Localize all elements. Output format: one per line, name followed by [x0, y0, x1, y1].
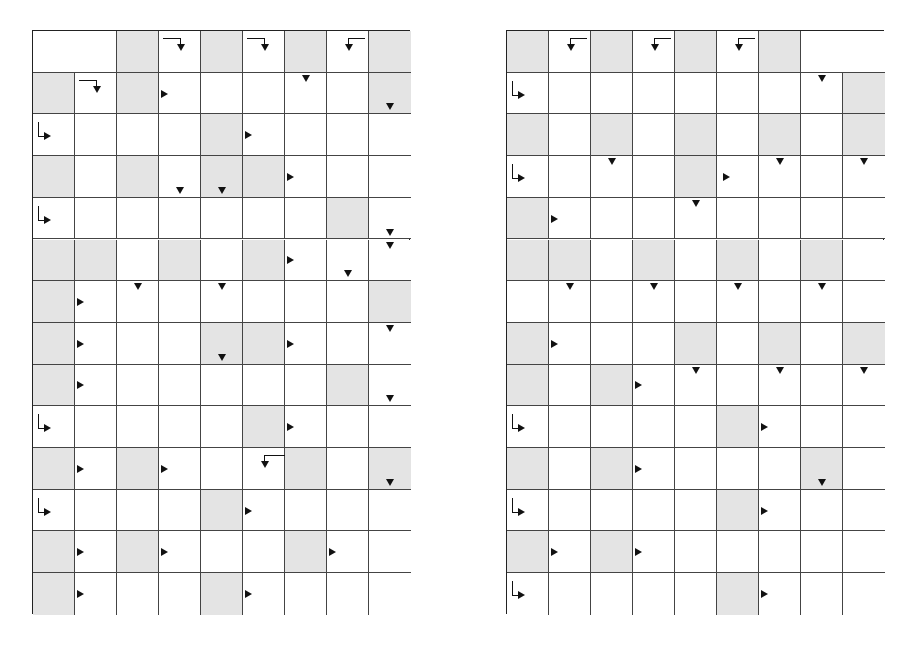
arrow-down-icon	[776, 158, 784, 165]
clue-cell	[33, 448, 75, 490]
arrow-right-icon	[44, 216, 51, 224]
page-number	[801, 31, 885, 73]
crossword-grid	[32, 30, 410, 614]
answer-cell[interactable]	[717, 198, 759, 240]
answer-cell[interactable]	[159, 198, 201, 240]
answer-cell[interactable]	[75, 114, 117, 156]
answer-cell[interactable]	[717, 531, 759, 573]
answer-cell[interactable]	[243, 198, 285, 240]
clue-cell	[759, 31, 801, 73]
clue-cell	[801, 240, 843, 282]
clue-cell	[159, 240, 201, 282]
arrow-right-icon	[77, 465, 84, 473]
crossword-grid	[506, 30, 884, 614]
arrow-down-icon	[134, 283, 142, 290]
clue-cell	[369, 281, 411, 323]
answer-cell[interactable]	[549, 448, 591, 490]
answer-cell[interactable]	[285, 198, 327, 240]
arrow-line-icon	[512, 581, 513, 596]
arrow-down-icon	[734, 283, 742, 290]
answer-cell[interactable]	[159, 114, 201, 156]
answer-cell[interactable]	[507, 156, 549, 198]
arrow-right-icon	[287, 423, 294, 431]
clue-cell	[843, 323, 885, 365]
arrow-down-icon	[651, 44, 659, 51]
answer-cell[interactable]	[159, 365, 201, 407]
arrow-right-icon	[77, 381, 84, 389]
answer-cell[interactable]	[327, 114, 369, 156]
answer-cell[interactable]	[843, 240, 885, 282]
answer-cell[interactable]	[75, 406, 117, 448]
clue-cell	[675, 114, 717, 156]
answer-cell[interactable]	[201, 365, 243, 407]
clue-cell	[33, 573, 75, 615]
clue-cell	[33, 156, 75, 198]
clue-cell	[33, 323, 75, 365]
arrow-right-icon	[77, 590, 84, 598]
arrow-right-icon	[245, 507, 252, 515]
clue-cell	[507, 198, 549, 240]
answer-cell[interactable]	[75, 198, 117, 240]
arrow-down-icon	[735, 44, 743, 51]
answer-cell[interactable]	[759, 281, 801, 323]
answer-cell[interactable]	[507, 573, 549, 615]
answer-cell[interactable]	[549, 406, 591, 448]
clue-cell	[507, 531, 549, 573]
arrow-right-icon	[635, 381, 642, 389]
arrow-right-icon	[761, 590, 768, 598]
arrow-down-icon	[566, 283, 574, 290]
answer-cell[interactable]	[33, 406, 75, 448]
arrow-down-icon	[345, 44, 353, 51]
answer-cell[interactable]	[327, 406, 369, 448]
arrow-right-icon	[551, 548, 558, 556]
answer-cell[interactable]	[33, 198, 75, 240]
arrow-right-icon	[723, 173, 730, 181]
answer-cell[interactable]	[591, 73, 633, 115]
arrow-right-icon	[77, 340, 84, 348]
answer-cell[interactable]	[507, 73, 549, 115]
answer-cell[interactable]	[117, 323, 159, 365]
answer-cell[interactable]	[591, 240, 633, 282]
answer-cell[interactable]	[327, 73, 369, 115]
clue-cell	[591, 31, 633, 73]
answer-cell[interactable]	[201, 240, 243, 282]
answer-cell[interactable]	[843, 490, 885, 532]
clue-cell	[201, 573, 243, 615]
clue-cell	[285, 448, 327, 490]
arrow-right-icon	[77, 298, 84, 306]
clue-cell	[243, 406, 285, 448]
clue-cell	[117, 448, 159, 490]
arrow-right-icon	[551, 340, 558, 348]
arrow-down-icon	[608, 158, 616, 165]
answer-cell[interactable]	[369, 490, 411, 532]
arrow-line-icon	[163, 38, 180, 39]
answer-cell[interactable]	[549, 490, 591, 532]
clue-cell	[717, 490, 759, 532]
answer-cell[interactable]	[591, 406, 633, 448]
clue-cell	[507, 114, 549, 156]
clue-cell	[591, 448, 633, 490]
arrow-down-icon	[860, 367, 868, 374]
answer-cell[interactable]	[117, 114, 159, 156]
answer-cell[interactable]	[507, 281, 549, 323]
answer-cell[interactable]	[507, 406, 549, 448]
answer-cell[interactable]	[717, 365, 759, 407]
answer-cell[interactable]	[843, 198, 885, 240]
answer-cell[interactable]	[843, 531, 885, 573]
answer-cell[interactable]	[117, 573, 159, 615]
clue-cell	[75, 240, 117, 282]
clue-cell	[33, 281, 75, 323]
arrow-down-icon	[386, 229, 394, 236]
arrow-down-icon	[261, 461, 269, 468]
clue-cell	[507, 365, 549, 407]
arrow-line-icon	[38, 414, 39, 429]
answer-cell[interactable]	[159, 406, 201, 448]
clue-cell	[285, 31, 327, 73]
answer-cell[interactable]	[285, 490, 327, 532]
answer-cell[interactable]	[327, 281, 369, 323]
clue-cell	[507, 31, 549, 73]
answer-cell[interactable]	[633, 114, 675, 156]
answer-cell[interactable]	[759, 531, 801, 573]
clue-cell	[717, 573, 759, 615]
arrow-right-icon	[635, 548, 642, 556]
arrow-line-icon	[512, 81, 513, 96]
page-number	[33, 31, 117, 73]
answer-cell[interactable]	[201, 73, 243, 115]
arrow-down-icon	[776, 367, 784, 374]
answer-cell[interactable]	[369, 156, 411, 198]
answer-cell[interactable]	[327, 448, 369, 490]
arrow-right-icon	[518, 174, 525, 182]
answer-cell[interactable]	[285, 281, 327, 323]
arrow-down-icon	[218, 354, 226, 361]
answer-cell[interactable]	[159, 573, 201, 615]
answer-cell[interactable]	[591, 198, 633, 240]
arrow-line-icon	[264, 455, 285, 456]
arrow-line-icon	[512, 164, 513, 179]
answer-cell[interactable]	[243, 73, 285, 115]
answer-cell[interactable]	[591, 281, 633, 323]
arrow-down-icon	[344, 270, 352, 277]
clue-cell	[327, 198, 369, 240]
clue-cell	[285, 531, 327, 573]
answer-cell[interactable]	[591, 573, 633, 615]
answer-cell[interactable]	[717, 448, 759, 490]
answer-cell[interactable]	[117, 198, 159, 240]
arrow-right-icon	[161, 465, 168, 473]
arrow-line-icon	[38, 122, 39, 137]
answer-cell[interactable]	[843, 406, 885, 448]
arrow-right-icon	[161, 90, 168, 98]
answer-cell[interactable]	[843, 281, 885, 323]
arrow-right-icon	[44, 424, 51, 432]
arrow-down-icon	[860, 158, 868, 165]
answer-cell[interactable]	[159, 281, 201, 323]
arrow-line-icon	[512, 498, 513, 513]
answer-cell[interactable]	[369, 531, 411, 573]
arrow-right-icon	[761, 423, 768, 431]
arrow-down-icon	[386, 103, 394, 110]
clue-cell	[591, 531, 633, 573]
arrow-right-icon	[635, 465, 642, 473]
arrow-down-icon	[386, 325, 394, 332]
answer-cell[interactable]	[75, 156, 117, 198]
answer-cell[interactable]	[633, 490, 675, 532]
clue-cell	[117, 531, 159, 573]
answer-cell[interactable]	[633, 73, 675, 115]
clue-cell	[327, 365, 369, 407]
answer-cell[interactable]	[201, 198, 243, 240]
answer-cell[interactable]	[801, 323, 843, 365]
clue-cell	[201, 490, 243, 532]
answer-cell[interactable]	[801, 490, 843, 532]
arrow-down-icon	[302, 75, 310, 82]
answer-cell[interactable]	[717, 114, 759, 156]
arrow-down-icon	[386, 395, 394, 402]
answer-cell[interactable]	[243, 531, 285, 573]
clue-cell	[843, 73, 885, 115]
answer-cell[interactable]	[843, 573, 885, 615]
arrow-right-icon	[518, 91, 525, 99]
answer-cell[interactable]	[759, 73, 801, 115]
answer-cell[interactable]	[633, 573, 675, 615]
clue-cell	[33, 73, 75, 115]
arrow-down-icon	[218, 283, 226, 290]
arrow-line-icon	[79, 80, 96, 81]
answer-cell[interactable]	[117, 490, 159, 532]
answer-cell[interactable]	[801, 573, 843, 615]
answer-cell[interactable]	[369, 114, 411, 156]
clue-cell	[507, 448, 549, 490]
arrow-right-icon	[761, 507, 768, 515]
answer-cell[interactable]	[675, 406, 717, 448]
arrow-down-icon	[818, 479, 826, 486]
answer-cell[interactable]	[801, 531, 843, 573]
arrow-down-icon	[176, 187, 184, 194]
answer-cell[interactable]	[369, 573, 411, 615]
arrow-right-icon	[77, 548, 84, 556]
clue-cell	[243, 156, 285, 198]
clue-cell	[117, 31, 159, 73]
arrow-right-icon	[551, 215, 558, 223]
clue-cell	[201, 31, 243, 73]
clue-cell	[243, 240, 285, 282]
answer-cell[interactable]	[201, 406, 243, 448]
arrow-line-icon	[654, 38, 671, 39]
answer-cell[interactable]	[507, 490, 549, 532]
arrow-down-icon	[93, 86, 101, 93]
clue-cell	[33, 531, 75, 573]
answer-cell[interactable]	[33, 490, 75, 532]
clue-cell	[759, 114, 801, 156]
answer-cell[interactable]	[633, 198, 675, 240]
answer-cell[interactable]	[243, 365, 285, 407]
arrow-line-icon	[247, 38, 264, 39]
answer-cell[interactable]	[759, 198, 801, 240]
arrow-line-icon	[38, 206, 39, 221]
arrow-down-icon	[650, 283, 658, 290]
clue-cell	[33, 240, 75, 282]
arrow-right-icon	[245, 590, 252, 598]
answer-cell[interactable]	[327, 573, 369, 615]
clue-cell	[759, 323, 801, 365]
answer-cell[interactable]	[633, 406, 675, 448]
answer-cell[interactable]	[549, 114, 591, 156]
answer-cell[interactable]	[675, 573, 717, 615]
answer-cell[interactable]	[327, 156, 369, 198]
arrow-line-icon	[570, 38, 587, 39]
clue-cell	[591, 365, 633, 407]
answer-cell[interactable]	[159, 490, 201, 532]
answer-cell[interactable]	[717, 73, 759, 115]
clue-cell	[33, 365, 75, 407]
clue-cell	[675, 156, 717, 198]
arrow-down-icon	[567, 44, 575, 51]
arrow-right-icon	[287, 173, 294, 181]
answer-cell[interactable]	[675, 240, 717, 282]
answer-cell[interactable]	[675, 448, 717, 490]
arrow-down-icon	[386, 479, 394, 486]
answer-cell[interactable]	[243, 281, 285, 323]
answer-cell[interactable]	[327, 323, 369, 365]
answer-cell[interactable]	[591, 490, 633, 532]
arrow-down-icon	[818, 75, 826, 82]
answer-cell[interactable]	[75, 490, 117, 532]
answer-cell[interactable]	[201, 448, 243, 490]
arrow-down-icon	[218, 187, 226, 194]
arrow-right-icon	[44, 132, 51, 140]
answer-cell[interactable]	[801, 365, 843, 407]
answer-cell[interactable]	[549, 365, 591, 407]
arrow-right-icon	[245, 131, 252, 139]
clue-cell	[549, 240, 591, 282]
arrow-right-icon	[44, 508, 51, 516]
clue-cell	[633, 240, 675, 282]
arrow-down-icon	[386, 242, 394, 249]
answer-cell[interactable]	[549, 73, 591, 115]
clue-cell	[507, 240, 549, 282]
clue-cell	[717, 240, 759, 282]
clue-cell	[201, 114, 243, 156]
arrow-line-icon	[512, 414, 513, 429]
answer-cell[interactable]	[117, 406, 159, 448]
answer-cell[interactable]	[201, 531, 243, 573]
clue-cell	[243, 323, 285, 365]
answer-cell[interactable]	[591, 323, 633, 365]
clue-cell	[117, 156, 159, 198]
answer-cell[interactable]	[633, 323, 675, 365]
answer-cell[interactable]	[675, 281, 717, 323]
answer-cell[interactable]	[549, 156, 591, 198]
answer-cell[interactable]	[327, 490, 369, 532]
answer-cell[interactable]	[675, 73, 717, 115]
arrow-right-icon	[161, 548, 168, 556]
answer-cell[interactable]	[159, 323, 201, 365]
arrow-right-icon	[518, 591, 525, 599]
arrow-down-icon	[177, 44, 185, 51]
clue-cell	[843, 114, 885, 156]
answer-cell[interactable]	[759, 448, 801, 490]
answer-cell[interactable]	[549, 573, 591, 615]
answer-cell[interactable]	[285, 573, 327, 615]
clue-cell	[591, 114, 633, 156]
arrow-right-icon	[287, 340, 294, 348]
answer-cell[interactable]	[675, 490, 717, 532]
clue-cell	[507, 323, 549, 365]
answer-cell[interactable]	[33, 114, 75, 156]
answer-cell[interactable]	[633, 156, 675, 198]
answer-cell[interactable]	[801, 156, 843, 198]
arrow-down-icon	[692, 200, 700, 207]
answer-cell[interactable]	[117, 365, 159, 407]
answer-cell[interactable]	[843, 448, 885, 490]
answer-cell[interactable]	[801, 114, 843, 156]
answer-cell[interactable]	[801, 198, 843, 240]
clue-cell	[117, 73, 159, 115]
clue-cell	[675, 323, 717, 365]
arrow-down-icon	[261, 44, 269, 51]
answer-cell[interactable]	[117, 240, 159, 282]
arrow-right-icon	[518, 508, 525, 516]
answer-cell[interactable]	[717, 323, 759, 365]
answer-cell[interactable]	[675, 531, 717, 573]
arrow-right-icon	[287, 256, 294, 264]
arrow-right-icon	[518, 424, 525, 432]
answer-cell[interactable]	[759, 240, 801, 282]
arrow-line-icon	[38, 498, 39, 513]
answer-cell[interactable]	[285, 365, 327, 407]
clue-cell	[717, 406, 759, 448]
clue-cell	[369, 31, 411, 73]
arrow-down-icon	[818, 283, 826, 290]
answer-cell[interactable]	[285, 114, 327, 156]
arrow-line-icon	[738, 38, 755, 39]
arrow-down-icon	[692, 367, 700, 374]
clue-cell	[675, 31, 717, 73]
arrow-right-icon	[329, 548, 336, 556]
answer-cell[interactable]	[369, 406, 411, 448]
arrow-line-icon	[348, 38, 365, 39]
answer-cell[interactable]	[801, 406, 843, 448]
